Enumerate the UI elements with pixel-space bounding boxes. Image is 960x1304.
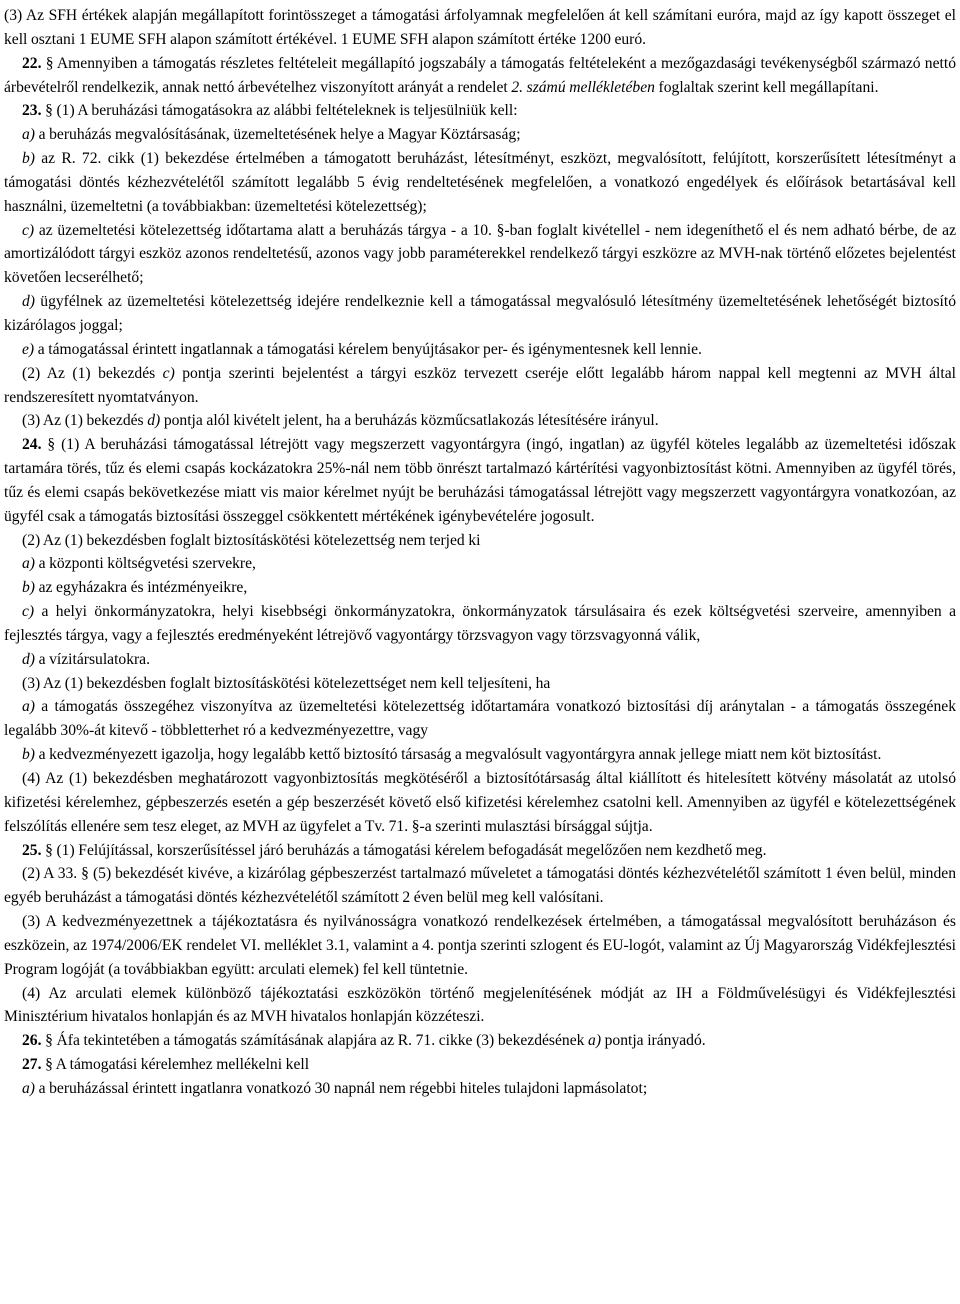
text-run: c) [22,603,35,621]
text-run: az R. 72. cikk (1) bekezdése értelmében a támogatott beruházást, létesítményt, eszközt, megvalósított, felújított, korszerűsített létesítményt a támogatási döntés kézhezvételétől számított legalább 5 évig rendeltetésének megfelelően, a vonatkozó engedélyek és előírások betartásával kell használni, üzemeltetni (a továbbiakban: üzemeltetési kötelezettség); [4,150,956,215]
text-run: (2) Az (1) bekezdés [22,364,163,382]
text-run: d) [147,412,161,430]
text-run: § Áfa tekintetében a támogatás számításának alapjára az R. 71. cikke (3) bekezdésének [45,1032,589,1050]
text-run: § (1) A beruházási támogatásokra az alábbi feltételeknek is teljesülniük kell: [45,102,518,120]
paragraph-p03 [4,99,956,123]
paragraph-p17 [4,672,956,696]
text-run: pontja alól kivételt jelent, ha a beruházás közműcsatlakozás létesítésére irányul. [160,412,659,430]
text-run: 23. [22,102,46,120]
text-run: c) [22,221,35,239]
text-run: 25. [22,841,46,859]
text-run: b) [22,150,35,168]
paragraph-p12 [4,529,956,553]
text-run: 26. [22,1032,46,1050]
text-run: ügyfélnek az üzemeltetési kötelezettség idejére rendelkeznie kell a támogatással megvalósuló létesítmény üzemeltetésének lehetőségét biztosító kizárólagos joggal; [4,293,956,334]
paragraph-p04 [4,123,956,147]
text-run: a) [22,126,35,144]
text-run: (4) Az (1) bekezdésben meghatározott vagyonbiztosítás megkötéséről a biztosítótársaság által kiállított és hitelesített kötvény másolatát az utolsó kifizetési kérelemhez, gépbeszerzés esetén a gép beszerzését követő első kifizetési kérelemhez csatolni kell. Amennyiben az ügyfél e kötelezettségének felszólítás ellenére sem tesz eleget, az MVH az ügyfelet a Tv. 71. §-a szerinti mulasztási bírsággal sújtja. [4,770,956,835]
text-run: a központi költségvetési szervekre, [35,555,256,573]
text-run: a vízitársulatokra. [35,650,151,668]
text-run: b) [22,746,35,764]
text-run: 27. [22,1056,46,1074]
paragraph-p13 [4,552,956,576]
text-run: a) [22,698,35,716]
text-run: 2. számú mellékletében [511,78,655,96]
text-run: pontja irányadó. [601,1032,706,1050]
text-run: § (1) Felújítással, korszerűsítéssel járó beruházás a támogatási kérelem befogadását megelőzően nem kezdhető meg. [45,841,767,859]
paragraph-p23 [4,910,956,982]
text-run: pontja szerinti bejelentést a tárgyi eszköz tervezett cseréje előtt legalább három nappal kell megtenni az MVH által rendszeresített nyomtatványon. [4,364,956,406]
text-run: (3) Az (1) bekezdés [22,412,148,430]
paragraph-p16 [4,648,956,672]
text-run: a beruházás megvalósításának, üzemeltetésének helye a Magyar Köztársaság; [35,126,521,144]
text-run: 22. [22,54,46,72]
paragraph-p02 [4,52,956,100]
paragraph-p08 [4,338,956,362]
paragraph-p10 [4,409,956,433]
text-run: e) [22,340,35,358]
text-run: § (1) A beruházási támogatással létrejött vagy megszerzett vagyontárgyra (ingó, ingatlan) az ügyfél köteles legalább az üzemeltetési időszak tartamára törés, tűz és elemi csapás kockázatokra 25%-nál nem több önrészt tartalmazó kártérítési vagyonbiztosítást kötni. Amennyiben az ügyfél törés, tűz és elemi csapás bekövetkezése miatt vis maior kérelmet nyújt be beruházási támogatással létrejött vagy megszerzett vagyontárgyra vonatkozóan, az ügyfél csak a támogatás biztosítási összeggel csökkentett mértékének igénybevételére jogosult. [4,436,956,525]
paragraph-p09 [4,362,956,410]
paragraph-p05 [4,147,956,219]
text-run: a kedvezményezett igazolja, hogy legalább kettő biztosító társaság a megvalósult vagyontárgyra annak jellege miatt nem köt biztosítást. [35,746,882,764]
paragraph-p11 [4,433,956,528]
paragraph-p25 [4,1029,956,1053]
paragraph-p15 [4,600,956,648]
text-run: a támogatás összegéhez viszonyítva az üzemeltetési kötelezettség időtartamára vonatkozó biztosítási díj aránytalan - a támogatás összegének legalább 30%-át kitevő - többletterhet ró a kedvezményezettre, vagy [4,698,956,740]
text-run: (4) Az arculati elemek különböző tájékoztatási eszközökön történő megjelenítésének módját az IH a Földművelésügyi és Vidékfejlesztési Minisztérium hivatalos honlapján és az MVH hivatalos honlapján közzéteszi. [4,984,956,1026]
text-run: § Amennyiben a támogatás részletes feltételeit megállapító jogszabály a támogatás feltételeként a mezőgazdasági tevékenységből származó nettó árbevételről rendelkezik, annak nettó árbevételhez viszonyított arányát a rendelet [4,54,956,96]
paragraph-p24 [4,982,956,1030]
paragraph-p19 [4,743,956,767]
text-run: a) [588,1032,602,1050]
text-run: (2) A 33. § (5) bekezdését kivéve, a kizárólag gépbeszerzést tartalmazó műveletet a támogatási döntés kézhezvételétől számított 1 éven belül, minden egyéb beruházást a támogatási döntés kézhezvételétől számított 2 éven belül meg kell valósítani. [4,865,956,907]
text-run: c) [162,364,175,382]
text-run: a helyi önkormányzatokra, helyi kisebbségi önkormányzatokra, önkormányzatok társulásaira és ezek költségvetési szerveire, amennyiben a fejlesztés tárgya, vagy a fejlesztés eredményeként létrejövő vagyontárgy törzsvagyon vagy törzsvagyonná válik, [4,603,956,644]
text-run: a támogatással érintett ingatlannak a támogatási kérelem benyújtásakor per- és igénymentesnek kell lennie. [34,340,702,358]
text-run: (3) Az (1) bekezdésben foglalt biztosításkötési kötelezettséget nem kell teljesíteni, ha [22,674,551,692]
text-run: § A támogatási kérelemhez mellékelni kell [45,1056,310,1074]
text-run: 24. [22,436,48,454]
paragraph-p01 [4,4,956,52]
text-run: a) [22,1079,35,1097]
paragraph-p07 [4,290,956,338]
paragraph-p06 [4,219,956,291]
text-run: (2) Az (1) bekezdésben foglalt biztosításkötési kötelezettség nem terjed ki [22,531,481,549]
paragraph-p27 [4,1077,956,1101]
text-run: (3) A kedvezményezettnek a tájékoztatásra és nyilvánosságra vonatkozó rendelkezések értelmében, a támogatással megvalósított beruházáson és eszközein, az 1974/2006/EK rendelet VI. melléklet 3.1, valamint a 4. pontja szerinti szlogent és EU-logót, valamint az Új Magyarország Vidékfejlesztési Program logóját (a továbbiakban együtt: arculati elemek) fel kell tüntetnie. [4,913,956,978]
text-run: a) [22,555,35,573]
text-run: az üzemeltetési kötelezettség időtartama alatt a beruházás tárgya - a 10. §-ban foglalt kivétellel - nem idegeníthető el és nem adható bérbe, de az amortizálódott tárgyi eszköz azonos rendeltetésű, azonos vagy jobb paraméterekkel rendelkező tárgyi eszközre az MVH-nak történő előzetes bejelentést követően lecserélhető; [4,221,956,287]
text-run: d) [22,650,35,668]
paragraph-p18 [4,695,956,743]
paragraph-p14 [4,576,956,600]
text-run: foglaltak szerint kell megállapítani. [654,78,879,96]
paragraph-p21 [4,839,956,863]
paragraph-p22 [4,862,956,910]
paragraph-p26 [4,1053,956,1077]
text-run: d) [22,293,35,311]
text-run: az egyházakra és intézményeikre, [35,579,248,597]
text-run: a beruházással érintett ingatlanra vonatkozó 30 napnál nem régebbi hiteles tulajdoni lapmásolatot; [35,1079,648,1097]
text-run: (3) Az SFH értékek alapján megállapított forintösszeget a támogatási árfolyamnak megfelelően át kell számítani euróra, majd az így kapott összeget el kell osztani 1 EUME SFH alapon számított értékével. 1 EUME SFH alapon számított értéke 1200 euró. [4,7,956,48]
text-run: b) [22,579,35,597]
paragraph-p20 [4,767,956,839]
